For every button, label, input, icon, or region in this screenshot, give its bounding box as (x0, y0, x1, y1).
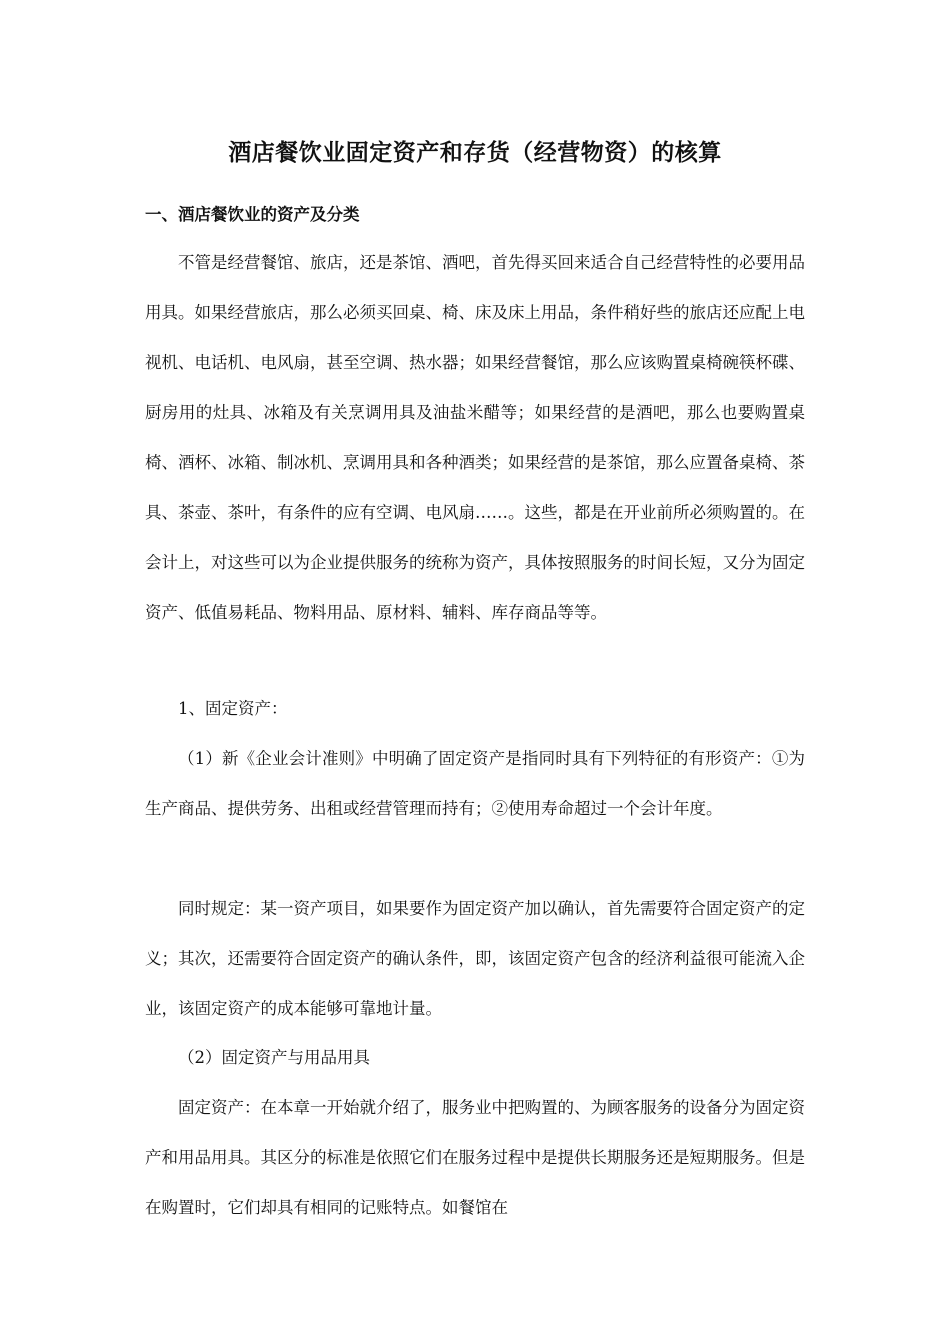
paragraph-fixed-assets-vs-supplies: 固定资产：在本章一开始就介绍了，服务业中把购置的、为顾客服务的设备分为固定资产和用品用具。其区分的标准是依照它们在服务过程中是提供长期服务还是短期服务。但是在购置时，它们却具有相同的记账特点。如餐馆在 (145, 1098, 805, 1217)
paragraph-fixed-assets-definition: （1）新《企业会计准则》中明确了固定资产是指同时具有下列特征的有形资产：①为生产商品、提供劳务、出租或经营管理而持有；②使用寿命超过一个会计年度。 (145, 749, 805, 818)
paragraph-assets-intro: 不管是经营餐馆、旅店，还是茶馆、酒吧，首先得买回来适合自己经营特性的必要用品用具。如果经营旅店，那么必须买回桌、椅、床及床上用品，条件稍好些的旅店还应配上电视机、电话机、电风扇，甚至空调、热水器；如果经营餐馆，那么应该购置桌椅碗筷杯碟、厨房用的灶具、冰箱及有关烹调用具及油盐米醋等；如果经营的是酒吧，那么也要购置桌椅、酒杯、冰箱、制冰机、烹调用具和各种酒类；如果经营的是茶馆，那么应置备桌椅、茶具、茶壶、茶叶，有条件的应有空调、电风扇……。这些，都是在开业前所必须购置的。在会计上，对这些可以为企业提供服务的统称为资产，具体按照服务的时间长短，又分为固定资产、低值易耗品、物料用品、原材料、辅料、库存商品等等。 (145, 253, 805, 622)
subheading-fixed-assets-vs-supplies: （2）固定资产与用品用具 (178, 1048, 370, 1067)
document-title: 酒店餐饮业固定资产和存货（经营物资）的核算 (228, 140, 722, 166)
section-heading: 一、酒店餐饮业的资产及分类 (145, 205, 360, 224)
subheading-fixed-assets: 1、固定资产： (178, 699, 288, 718)
paragraph-fixed-assets-recognition: 同时规定：某一资产项目，如果要作为固定资产加以确认，首先需要符合固定资产的定义；其次，还需要符合固定资产的确认条件，即，该固定资产包含的经济利益很可能流入企业，该固定资产的成本能够可靠地计量。 (145, 899, 805, 1018)
